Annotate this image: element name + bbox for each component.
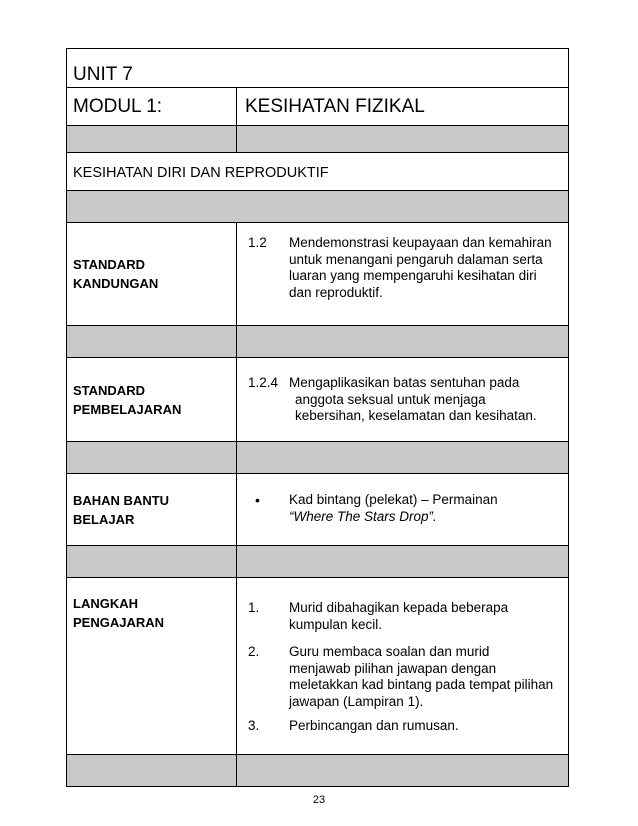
step-text: Perbincangan dan rumusan. [289,718,459,733]
modul-row [67,87,568,125]
topic-title: KESIHATAN DIRI DAN REPRODUKTIF [73,165,329,181]
standard-pembelajaran-label: STANDARD PEMBELAJARAN [73,382,182,417]
page-number: 23 [312,794,326,806]
step-text: Murid dibahagikan kepada beberapa kumpulan kecil. [289,600,509,632]
standard-pembelajaran-text: Mengaplikasikan batas sentuhan pada anggota seksual untuk menjaga kebersihan, keselamatan dan kesihatan. [289,375,537,423]
standard-kandungan-label: STANDARD KANDUNGAN [73,257,159,291]
bahan-bantu-label: BAHAN BANTU BELAJAR [73,492,170,527]
step-text: Guru membaca soalan dan murid menjawab pilihan jawapan dengan meletakkan kad bintang pada tempat pilihan jawapan (Lampiran 1). [289,644,554,709]
gray-separator [67,441,568,473]
gray-separator [67,325,568,357]
gray-separator [67,545,568,577]
step-number: 3. [248,718,260,733]
standard-pembelajaran-row [67,357,568,441]
gray-separator [67,125,568,152]
topic-row [67,152,568,190]
gray-separator [67,190,568,222]
lesson-table [66,48,569,787]
standard-pembelajaran-number: 1.2.4 [248,375,279,390]
standard-kandungan-number: 1.2 [248,235,267,250]
bahan-bantu-game-title: “Where The Stars Drop”. [289,508,437,524]
step-number: 2. [248,644,260,659]
standard-kandungan-row [67,222,568,325]
gray-separator [67,754,568,786]
modul-label: MODUL 1: [73,96,163,117]
langkah-label: LANGKAH PENGAJARAN [73,596,165,630]
standard-kandungan-text: Mendemonstrasi keupayaan dan kemahiran untuk menangani pengaruh dalaman serta luaran yang mempengaruhi kesihatan diri dan reproduktif. [289,235,552,300]
bahan-bantu-text: Kad bintang (pelekat) – Permainan [289,492,498,507]
unit-row [67,49,568,87]
langkah-row [67,577,568,754]
step-number: 1. [248,600,260,615]
bullet-icon: • [255,492,260,508]
bahan-bantu-row [67,473,568,545]
unit-title: UNIT 7 [73,64,133,85]
modul-value: KESIHATAN FIZIKAL [245,96,425,117]
